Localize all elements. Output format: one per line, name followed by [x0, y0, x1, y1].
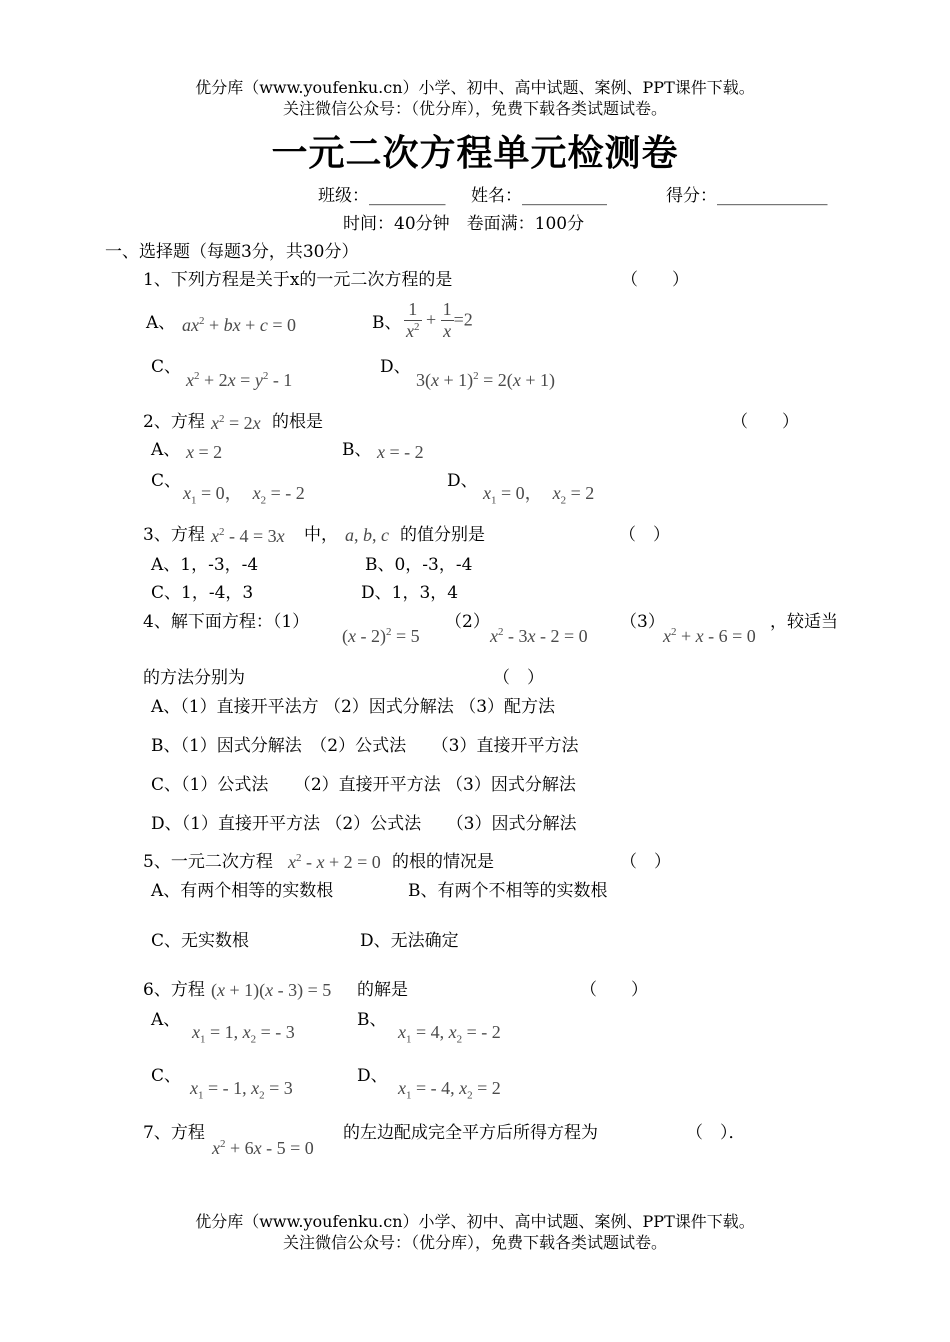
q1-option-d-formula: $3(x + 1)^2 = 2(x + 1)$: [416, 370, 555, 390]
q5-equation: $x^2 - x + 2 = 0$: [288, 852, 381, 872]
q2-option-a-label: A、: [151, 440, 181, 460]
q4-stem: 4、解下面方程：（1）: [143, 612, 310, 632]
q4-stem-line-2: 的方法分别为: [143, 668, 245, 688]
q4-equation-1: (x - 2)$^2$ = 5: [342, 626, 420, 646]
q1-option-c-label: C、: [151, 357, 182, 377]
q2-option-c-formula: $x_1 = 0$， $x_2$ = - 2: [183, 483, 305, 507]
q6-option-c-formula: $x_1$ = - 1, $x_2 = 3$: [190, 1078, 293, 1102]
q5-option-b: B、有两个不相等的实数根: [408, 881, 608, 901]
q2-option-a-formula: x = 2: [186, 442, 223, 462]
q5-option-c: C、无实数根: [151, 931, 250, 951]
q4-answer-bracket: （ ）: [493, 668, 544, 688]
section-heading: 一、选择题（每题3分，共30分）: [105, 242, 359, 262]
q5-option-d: D、无法确定: [360, 931, 459, 951]
q1-option-d-label: D、: [380, 357, 411, 377]
q1-answer-bracket: （ ）: [621, 270, 689, 290]
q6-option-d-formula: $x_1$ = - 4, $x_2 = 2$: [398, 1078, 501, 1102]
page-title: 一元二次方程单元检测卷: [271, 133, 679, 174]
q4-part-3-label: （3）: [620, 612, 665, 632]
q2-answer-bracket: （ ）: [731, 412, 799, 432]
q3-option-c: C、1，-4，3: [151, 583, 254, 603]
q3-option-d: D、1，3，4: [361, 583, 459, 603]
q2-option-c-label: C、: [151, 471, 182, 491]
footer-line-1: 优分库（www.youfenku.cn）小学、初中、高中试题、案例、PPT课件下载。: [195, 1212, 755, 1231]
q1-option-b-formula: $\frac{1}{x^2}$ + $\frac{1}{x}$ =2: [406, 299, 473, 341]
q2-option-d-label: D、: [447, 471, 478, 491]
score-field-label: 得分：_____________: [666, 186, 828, 206]
q2-equation: $x^2 = 2x$: [211, 413, 261, 433]
q2-stem-prefix: 2、方程: [143, 412, 205, 432]
q1-b-numerator-2: 1: [442, 299, 452, 319]
q1-stem: 1、下列方程是关于x的一元二次方程的是: [143, 270, 453, 290]
q4-option-a: A、（1）直接开平法方 （2）因式分解法 （3）配方法: [151, 697, 556, 717]
q7-answer-bracket: （ ）．: [686, 1123, 746, 1143]
header-line-2: 关注微信公众号：（优分库），免费下载各类试题试卷。: [282, 99, 667, 118]
q3-answer-bracket: （ ）: [619, 525, 670, 545]
q6-option-d-label: D、: [357, 1066, 388, 1086]
q3-option-b: B、0，-3，-4: [365, 555, 473, 575]
q1-b-rhs: =2: [453, 309, 473, 330]
q5-answer-bracket: （ ）: [620, 852, 671, 872]
q4-option-b: B、（1）因式分解法 （2）公式法 （3）直接开平方法: [151, 736, 579, 756]
q3-stem-suffix: 的值分别是: [400, 525, 485, 545]
q4-stem-tail: ，较适当: [770, 612, 838, 632]
q7-equation: $x^2 + 6x - 5 = 0$: [212, 1138, 314, 1158]
q1-b-numerator-1: 1: [404, 300, 422, 321]
q3-stem-prefix: 3、方程: [143, 525, 205, 545]
q5-stem-suffix: 的根的情况是: [392, 852, 494, 872]
q2-option-b-label: B、: [342, 440, 372, 460]
q1-option-a-formula: $ax^2$ + bx + c = 0: [182, 315, 296, 335]
q6-stem-prefix: 6、方程: [143, 980, 205, 1000]
q1-option-b-label: B、: [372, 313, 402, 333]
class-field-label: 班级：_________: [318, 186, 446, 206]
footer-line-2: 关注微信公众号：（优分库），免费下载各类试题试卷。: [282, 1233, 667, 1252]
q4-equation-2: $x^2 - 3x - 2 = 0$: [490, 626, 588, 646]
q4-option-c: C、（1）公式法 （2）直接开平方法 （3）因式分解法: [151, 775, 576, 795]
q2-option-d-formula: $x_1 = 0$， $x_2 = 2$: [483, 483, 595, 507]
q6-answer-bracket: （ ）: [580, 980, 648, 1000]
q6-option-a-label: A、: [151, 1010, 181, 1030]
q6-equation: (x + 1)(x - 3) = 5: [211, 980, 332, 1000]
q6-stem-suffix: 的解是: [357, 980, 408, 1000]
q3-coefficients: a, b, c: [345, 525, 389, 545]
q1-option-a-label: A、: [146, 313, 176, 333]
q6-option-b-formula: $x_1 = 4$, $x_2$ = - 2: [398, 1022, 501, 1046]
name-field-label: 姓名：__________: [471, 186, 607, 206]
q3-option-a: A、1，-3，-4: [151, 555, 259, 575]
q3-stem-middle: 中，: [304, 525, 338, 545]
q2-option-b-formula: x = - 2: [377, 442, 424, 462]
header-line-1: 优分库（www.youfenku.cn）小学、初中、高中试题、案例、PPT课件下载。: [195, 78, 755, 97]
q6-option-b-label: B、: [357, 1010, 387, 1030]
time-and-score-line: 时间：40分钟 卷面满：100分: [343, 214, 585, 234]
q4-equation-3: $x^2 + x - 6 = 0$: [663, 626, 756, 646]
q4-part-2-label: （2）: [445, 612, 490, 632]
q5-option-a: A、有两个相等的实数根: [151, 881, 334, 901]
q4-option-d: D、（1）直接开平方法 （2）公式法 （3）因式分解法: [151, 814, 577, 834]
q2-stem-suffix: 的根是: [272, 412, 323, 432]
q6-option-a-formula: $x_1 = 1$, $x_2$ = - 3: [192, 1022, 295, 1046]
q7-stem-prefix: 7、方程: [143, 1123, 205, 1143]
q6-option-c-label: C、: [151, 1066, 182, 1086]
q5-stem-prefix: 5、一元二次方程: [143, 852, 273, 872]
q3-equation: $x^2 - 4 = 3x$: [211, 526, 285, 546]
q1-option-c-formula: $x^2 + 2x = y^2 - 1$: [186, 370, 293, 390]
q7-stem-suffix: 的左边配成完全平方后所得方程为: [343, 1123, 598, 1143]
